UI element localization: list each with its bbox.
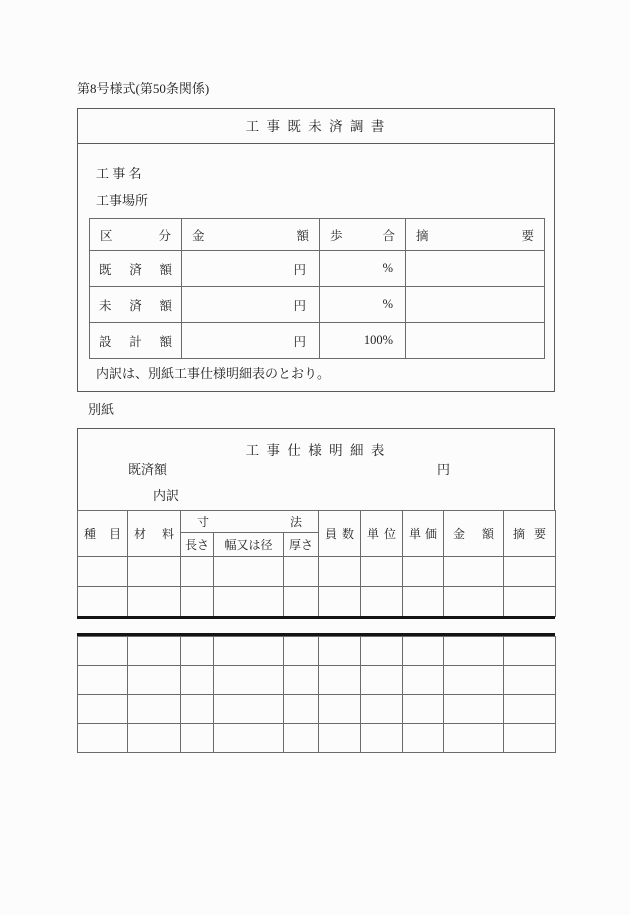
detail-box xyxy=(77,428,555,752)
completed-remarks-cell xyxy=(406,251,545,287)
breakdown-note: 内訳は、別紙工事仕様明細表のとおり。 xyxy=(96,366,331,381)
quantity-cell xyxy=(319,695,361,724)
row-label-design: 設 計 額 xyxy=(90,323,182,359)
unit-price-cell xyxy=(403,557,444,587)
width-cell xyxy=(214,724,284,753)
remarks-cell xyxy=(504,587,556,617)
length-cell xyxy=(181,557,214,587)
detail-header-row-1 xyxy=(78,511,556,533)
col-header-length: 長さ xyxy=(181,533,214,557)
report-box xyxy=(77,108,555,392)
quantity-cell xyxy=(319,587,361,617)
amount-cell xyxy=(444,587,504,617)
unit-cell xyxy=(361,666,403,695)
unit-cell xyxy=(361,724,403,753)
item-cell xyxy=(78,557,128,587)
uncompleted-ratio-cell: % xyxy=(320,287,406,323)
col-header-quantity: 員 数 xyxy=(319,511,361,557)
design-remarks-cell xyxy=(406,323,545,359)
detail-empty-row xyxy=(78,557,556,587)
construction-site-label: 工事場所 xyxy=(96,193,149,208)
table-row-design xyxy=(90,323,545,359)
col-header-ratio: 歩 合 xyxy=(320,219,406,251)
length-cell xyxy=(181,695,214,724)
amounts-header-row xyxy=(90,219,545,251)
col-header-dimension: 寸 法 xyxy=(181,511,319,533)
detail-title: 工 事 仕 様 明 細 表 xyxy=(245,443,387,458)
col-header-amount: 金 額 xyxy=(444,511,504,557)
material-cell xyxy=(128,587,181,617)
length-cell xyxy=(181,724,214,753)
col-header-remarks: 摘 要 xyxy=(406,219,545,251)
detail-empty-row xyxy=(78,724,556,753)
row-label-uncompleted: 未 済 額 xyxy=(90,287,182,323)
col-header-material: 材 料 xyxy=(128,511,181,557)
length-cell xyxy=(181,666,214,695)
width-cell xyxy=(214,557,284,587)
detail-table-lower xyxy=(77,636,556,753)
thickness-cell xyxy=(284,587,319,617)
paid-amount-label: 既済額 xyxy=(128,462,168,477)
unit-price-cell xyxy=(403,695,444,724)
length-cell xyxy=(181,587,214,617)
col-header-thickness: 厚さ xyxy=(284,533,319,557)
completed-ratio-cell: % xyxy=(320,251,406,287)
remarks-cell xyxy=(504,724,556,753)
remarks-cell xyxy=(504,695,556,724)
item-cell xyxy=(78,695,128,724)
quantity-cell xyxy=(319,557,361,587)
col-header-item: 種 目 xyxy=(78,511,128,557)
row-label-completed: 既 済 額 xyxy=(90,251,182,287)
detail-caption-area xyxy=(77,428,555,510)
detail-empty-row xyxy=(78,695,556,724)
detail-table-upper xyxy=(77,510,556,617)
remarks-cell xyxy=(504,666,556,695)
width-cell xyxy=(214,695,284,724)
amount-cell xyxy=(444,557,504,587)
quantity-cell xyxy=(319,637,361,666)
material-cell xyxy=(128,557,181,587)
width-cell xyxy=(214,666,284,695)
material-cell xyxy=(128,637,181,666)
amount-cell xyxy=(444,695,504,724)
amount-cell xyxy=(444,637,504,666)
width-cell xyxy=(214,587,284,617)
report-title: 工 事 既 未 済 調 書 xyxy=(78,109,554,144)
thickness-cell xyxy=(284,557,319,587)
unit-price-cell xyxy=(403,666,444,695)
col-header-width-or-diameter: 幅又は径 xyxy=(214,533,284,557)
item-cell xyxy=(78,587,128,617)
table-row-uncompleted xyxy=(90,287,545,323)
remarks-cell xyxy=(504,637,556,666)
length-cell xyxy=(181,637,214,666)
form-code-label: 第8号様式(第50条関係) xyxy=(77,81,210,96)
design-amount-cell: 円 xyxy=(182,323,320,359)
unit-cell xyxy=(361,557,403,587)
col-header-unit-price: 単 価 xyxy=(403,511,444,557)
uncompleted-remarks-cell xyxy=(406,287,545,323)
thickness-cell xyxy=(284,637,319,666)
col-header-amount: 金 額 xyxy=(182,219,320,251)
item-cell xyxy=(78,637,128,666)
paid-amount-unit: 円 xyxy=(437,462,451,477)
unit-price-cell xyxy=(403,724,444,753)
width-cell xyxy=(214,637,284,666)
thickness-cell xyxy=(284,695,319,724)
completed-amount-cell: 円 xyxy=(182,251,320,287)
unit-price-cell xyxy=(403,637,444,666)
thickness-cell xyxy=(284,666,319,695)
item-cell xyxy=(78,724,128,753)
amounts-table xyxy=(89,218,545,359)
quantity-cell xyxy=(319,724,361,753)
detail-empty-row xyxy=(78,587,556,617)
material-cell xyxy=(128,666,181,695)
col-header-category: 区 分 xyxy=(90,219,182,251)
col-header-unit: 単 位 xyxy=(361,511,403,557)
table-continuation-break xyxy=(77,616,555,636)
material-cell xyxy=(128,695,181,724)
thickness-cell xyxy=(284,724,319,753)
amount-cell xyxy=(444,666,504,695)
detail-empty-row xyxy=(78,666,556,695)
uncompleted-amount-cell: 円 xyxy=(182,287,320,323)
material-cell xyxy=(128,724,181,753)
unit-cell xyxy=(361,695,403,724)
col-header-remarks: 摘 要 xyxy=(504,511,556,557)
quantity-cell xyxy=(319,666,361,695)
breakdown-label: 内訳 xyxy=(153,488,180,503)
remarks-cell xyxy=(504,557,556,587)
construction-name-label: 工 事 名 xyxy=(96,166,142,181)
unit-cell xyxy=(361,637,403,666)
unit-cell xyxy=(361,587,403,617)
detail-empty-row xyxy=(78,637,556,666)
unit-price-cell xyxy=(403,587,444,617)
amount-cell xyxy=(444,724,504,753)
table-row-completed xyxy=(90,251,545,287)
item-cell xyxy=(78,666,128,695)
attachment-label: 別紙 xyxy=(88,402,115,417)
design-ratio-cell: 100% xyxy=(320,323,406,359)
